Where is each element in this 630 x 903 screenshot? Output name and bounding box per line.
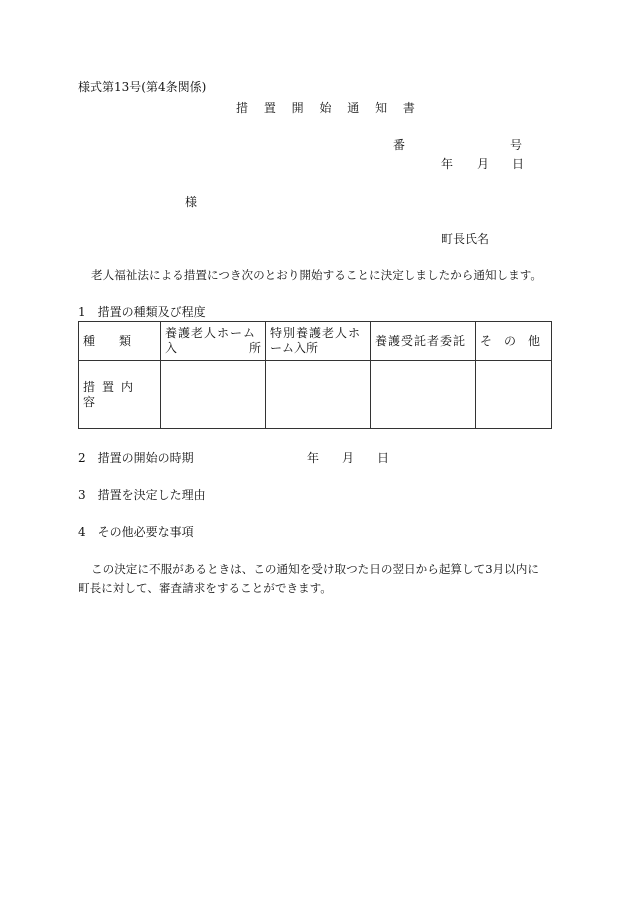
cell-other-content (476, 361, 552, 429)
date-day-label: 日 (512, 157, 525, 171)
measure-table (78, 321, 552, 429)
col-foster-care (371, 322, 476, 361)
section4-heading: 4 その他必要な事項 (78, 525, 194, 539)
col-nursing-home (161, 322, 266, 361)
document-title: 措 置 開 始 通 知 書 (236, 101, 421, 115)
table-body-row (79, 361, 552, 429)
col-special-nursing-home (266, 322, 371, 361)
col1-line1: 養護老人ホーム (165, 326, 257, 340)
kind-label: 種 類 (83, 333, 132, 348)
form-number: 様式第13号(第4条関係) (78, 80, 207, 94)
cell-special-nursing-home-content (266, 361, 371, 429)
col2-line1: 特別養護老人ホ (270, 326, 362, 340)
col2-line2: ーム入所 (270, 341, 319, 355)
col4-label: そ の 他 (480, 333, 541, 348)
col-other (476, 322, 552, 361)
col1-line2a: 入 (165, 341, 178, 355)
cell-nursing-home-content (161, 361, 266, 429)
section2-year-label: 年 (307, 451, 320, 465)
col1-line2b: 所 (248, 341, 261, 355)
section3-heading: 3 措置を決定した理由 (78, 488, 206, 502)
notice-line-1: この決定に不服があるときは、この通知を受け取つた日の翌日から起算して3月以内に (91, 562, 539, 576)
row-label-kind (79, 322, 161, 361)
section2-heading: 2 措置の開始の時期 (78, 451, 194, 465)
row-label-content (79, 361, 161, 429)
section1-heading: 1 措置の種類及び程度 (78, 305, 206, 319)
col3-label: 養護受託者委託 (375, 333, 467, 348)
section2-day-label: 日 (377, 451, 390, 465)
date-month-label: 月 (477, 157, 490, 171)
cell-foster-care-content (371, 361, 476, 429)
addressee-suffix: 様 (185, 195, 198, 209)
content-label: 措置内容 (83, 379, 141, 409)
intro-text: 老人福祉法による措置につき次のとおり開始することに決定しましたから通知します。 (91, 268, 542, 282)
notice-line-2: 町長に対して、審査請求をすることができます。 (78, 581, 332, 595)
table-header-row (79, 322, 552, 361)
section2-month-label: 月 (342, 451, 355, 465)
number-ban-label: 番 (393, 138, 406, 152)
number-go-label: 号 (510, 138, 523, 152)
sender-name-label: 町長氏名 (441, 232, 490, 246)
date-year-label: 年 (441, 157, 454, 171)
